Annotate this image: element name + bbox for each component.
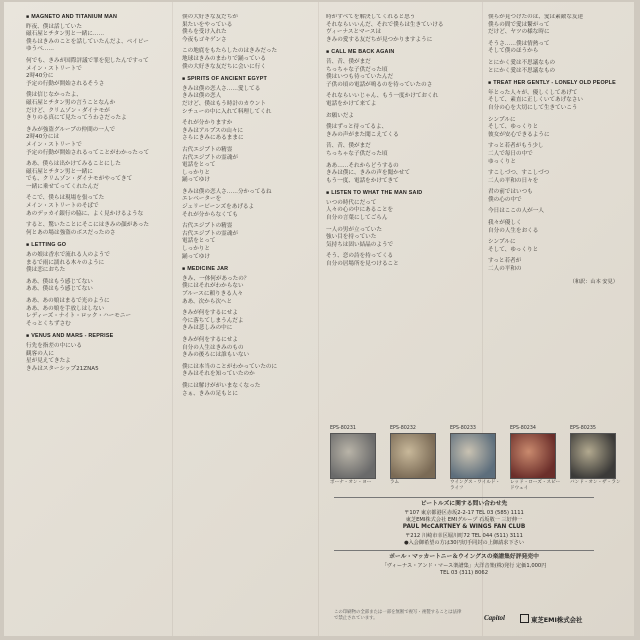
song-block [488,14,626,75]
lyric-line: 磁石屋とチタン男と一緒に…… [26,31,105,38]
lyric-line: 強い目を持っていた [326,234,377,241]
lyric-line: きみは僕の恋人 [182,93,222,100]
lyric-line: きみは僕の恋人さ……分かってるね [182,188,272,195]
lyric-line: きみの声がまた聞こえてくる [326,131,399,138]
lyric-line: ああ、次から次へと [182,298,233,305]
lyric-line: 僕の大好きな友だちが [182,14,238,20]
lyric-line: ああ、僕はもう感じてない [26,286,93,293]
lyric-line: ああ、僕らは出かけてみることにした [26,161,121,168]
lyric-line: それが分からなくても [182,211,238,218]
lyric-line: 僕らの間で愛は繋がって [488,21,550,28]
lyric-line: 僕らが見つけたのは、愛は素敵な友達 [488,14,584,20]
lyric-line: 自分の心を大切にして生きていこう [488,104,578,111]
lyric-line: 僕は恋におちた [26,267,66,274]
lyric-line: 自分の人生はきみのもの [182,344,244,351]
album-cover-item [510,426,562,491]
translation-credit: （和訳：山本 安見） [569,278,618,285]
lyric-line: そう、恋の詩を持ってくる [326,253,394,260]
album-cover-image [330,433,376,479]
lyric-line: すこしづつ、すこしづつ [488,170,550,177]
lyric-line: メイン・ストリートで [26,65,82,72]
lyric-line: とにかく愛は不思議なもの [488,67,556,74]
lyric-line: 昔、昔、僕がまだ [326,58,371,65]
toshiba-emi-logo [520,614,582,624]
lyric-line: それならいいんだ、それで僕らは生きていける [326,21,444,28]
lyric-line: すっと若者がもう少し [488,143,544,150]
lyric-line: あの娘は香水で流れる人のようで [26,252,110,259]
lyric-line: 僕の大好きな友だちに会いに行く [182,63,266,70]
lyric-line: すると、驚いたことにそこにはきみの顔があった [26,222,150,229]
lyric-line: それならいいじゃん、もう一度かけておくれ [326,93,439,100]
catalog-number: EPS-80235 [570,426,596,431]
lyric-line: 君の前ではいつも [488,189,533,196]
album-title: ボーナ・オン・ヨー [330,480,372,485]
lyric-line: だけど、僕はもう時計のカウント [182,100,266,107]
catalog-number: EPS-80234 [510,426,536,431]
lyric-line: 僕にはそれがわからない [182,283,244,290]
lyric-line: ゆうべ…… [26,46,54,53]
song-title: ■ MEDICINE JAR [182,266,310,274]
lyric-line: 人々の心の中にあることを [326,207,394,214]
lyric-line: この地底をもたらしたのはきみだった [182,48,278,55]
lyric-line: そして僕のほうから [488,48,539,55]
lyric-line: さらにきみにあるままに [182,135,244,142]
lyric-line: 踊ってゆけ [182,253,210,260]
lyric-line: 星が見えてきたよ [26,358,71,365]
song-block [26,14,161,237]
lyric-line: 地球はきみのまわりで踊っている [182,55,266,62]
lyric-line: 今に落ちてしまうんだよ [182,317,244,324]
lyric-line: 磁石屋とチタン男の言うことなんか [26,99,116,106]
footer [334,610,624,628]
catalog-number: EPS-80232 [390,426,416,431]
lyric-line: お願いだよ [326,112,354,119]
lyric-line: とにかく愛は不思議なもの [488,59,556,66]
lyric-line: 古代エジプトの精霊 [182,146,233,153]
lyric-line: そして、ゆっくりと [488,246,539,253]
lyric-line: 電話をとって [182,162,216,169]
lyric-line: きみが何をするにせよ [182,310,238,317]
promo-heading: ポール・マッカートニー＆ウイングスの楽譜集好評発売中 [389,554,539,560]
lyric-line: きみはそれを知っていたのか [182,371,255,378]
lyric-line: 果たいをやっている [182,21,233,28]
lyric-line: 二人の平和の [488,266,522,273]
lyrics-column-3 [326,14,476,411]
lyric-line: ヴィーナスとマースは [326,29,382,36]
lyric-line: さぁ、きみの足もとに [182,390,238,397]
lyric-line: ちっちゃな子供だった頃 [326,150,388,157]
lyric-line: 自分の言葉にしてごらん [326,215,388,222]
song-block [182,76,310,261]
lyric-line: レディーズ・ナイト・ロック・ハーモニー [26,313,132,320]
lyric-line: 何とあの場は強盗のボスだったのさ [26,229,116,236]
lyric-line: 時がすべてを解決してくれると思う [326,14,416,20]
lyric-line: ああ……それからどうするの [326,162,399,169]
lyric-line: きみは僕に、きみの声を聞かせて [326,170,410,177]
lyric-line: 彼女が安心できるように [488,131,550,138]
lyric-line: そして、ゆっくりと [488,124,539,131]
lyric-line: 僕は信じなかったよ、 [26,92,82,99]
contact-address: 〒107 東京都港区赤坂2-2-17 TEL 03 (585) 1111 [404,510,524,516]
promo-detail: 「ヴィーナス・アンド・マース楽譜集」大洋音楽(株)発行 定価1,000円 [381,563,547,569]
lyric-line: しっかりと [182,246,210,253]
lyric-line: 観客の人に [26,350,54,357]
lyric-line: そうさ……僕は情熱って [488,40,550,47]
song-title: ■ LETTING GO [26,242,161,250]
lyric-line: しっかりと [182,169,210,176]
lyric-line: そして、素直に正しくいてあげなさい [488,97,583,104]
copyright-note: この印刷物の全部または一部を無断で複写・複製することは法律で禁止されています。 [334,610,462,621]
album-catalog [330,426,630,491]
lyric-line: それが分かりますか [182,120,233,127]
contact-heading: ビートルズに関する問い合わせ先 [420,501,508,507]
lyric-line: いつの時代にだって [326,199,377,206]
lyric-line: 昨夜、僕は話していた [26,23,82,30]
lyric-line: エレベーターを [182,196,222,203]
lyric-line: きみの後ろには誰もいない [182,352,250,359]
lyric-line: メイン・ストリートで [26,141,82,148]
song-title: ■ VENUS AND MARS - REPRISE [26,333,161,341]
lyric-line: きみはスターシップ21ZNA5 [26,365,99,372]
song-block [182,14,310,71]
lyric-line: そっとくちずさむ [26,320,71,327]
album-title: ウイングス・ワイルド・ライフ [450,480,501,491]
album-title: レッド・ローズ・スピードウェイ [510,480,561,491]
album-cover-item [570,426,622,486]
song-title: ■ LISTEN TO WHAT THE MAN SAID [326,190,476,198]
album-cover-image [390,433,436,479]
lyric-line: 電話をかけて来てよ [326,100,377,107]
lyric-line: 一緒に乗せてってくれたんだ [26,183,99,190]
column-divider [172,2,173,636]
lyric-line: ゆっくりと [488,158,516,165]
column-divider [318,2,319,636]
promo-phone: TEL 03 (311) 8062 [439,570,489,576]
lyric-line: 踊ってゆけ [182,177,210,184]
lyric-line: すっと若者が [488,258,522,265]
divider [334,497,594,498]
song-block [182,266,310,398]
lyric-line: ああ、あの娘はまるで光のように [26,298,110,304]
album-cover-item [330,426,382,486]
lyric-line: きみは悲しみの中に [182,325,233,332]
lyric-line: もう一度、電話をかけてきて [326,177,399,184]
lyric-line: 年とった人々が、優しくしてあげて [488,89,578,96]
lyric-line: 行先を指差の中にいる [26,342,82,349]
lyric-line: きりのる真にて見たってうわさだったよ [26,115,127,122]
song-block [326,14,476,44]
lyric-line: 予定の行動が開始されるってことがわかったって [26,149,150,156]
lyric-line: 子供の頃の電話が鳴るのを待っていたのさ [326,81,433,88]
lyric-line: 古代エジプトの霊魂が [182,230,238,237]
lyric-line: 僕らはきみのことを話していたんだよ、ベイビー [26,38,149,45]
lyric-line: 我々が優しく [488,220,522,227]
divider [334,550,594,551]
emi-mark-icon [520,614,529,623]
lyric-line: シンプルに [488,239,516,246]
lyric-line: 何でも、きみが国際評議で罪を犯したんですって [26,57,149,64]
lyric-line: 自分の人生をおくる [488,227,539,234]
fan-club-name: PAUL McCARTNEY & WINGS FAN CLUB [402,524,526,530]
lyric-line: きみの愛する友だちが見つかりますように [326,36,433,43]
song-title: ■ SPIRITS OF ANCIENT EGYPT [182,76,310,84]
lyric-line: だけど、ヤツの様な時に [488,29,550,36]
lyrics-column-2 [182,14,310,628]
lyric-line: 僕には解けががいまなくなった [182,382,261,389]
song-block [488,80,626,273]
lyric-line: あのデッカイ銀行の脇に、よく見かけるような [26,210,144,217]
album-cover-image [570,433,616,479]
album-cover-item [450,426,502,491]
lyric-line: 予定の行動が開始されるそうさ [26,80,105,87]
lyric-line: 今夜もゴキゲンさ [182,36,227,43]
catalog-number: EPS-80233 [450,426,476,431]
lyric-line: ちっちゃな子供だった頃 [326,66,388,73]
lyric-line: きみはアルプスの山々に [182,127,244,134]
song-title: ■ CALL ME BACK AGAIN [326,49,476,57]
lyric-line: 気持ちは固い結晶のようで [326,241,394,248]
lyric-line: 2時40分に [26,73,54,80]
lyric-line: 僕はずっと待ってるよ、 [326,124,388,131]
lyric-line: 古代エジプトの霊魂が [182,154,238,161]
lyric-line: 僕には本当のことがわかっていたのに [182,363,278,370]
song-block [326,190,476,268]
company-name: 東芝EMI株式会社 [531,616,583,624]
capitol-logo: Capitol [484,614,506,622]
lyric-line: きみ、一体何があったの？ [182,275,250,282]
lyric-sheet [4,2,634,636]
lyric-line: ああ、あの娘を手放しはしない [26,305,105,312]
fan-club-address: 〒212 川崎市幸区堀川町72 TEL 044 (511) 3111 [405,533,523,539]
catalog-number: EPS-80231 [330,426,356,431]
album-title: バンド・オン・ザ・ラン [570,480,621,485]
lyric-line: 昔、昔、僕がまだ [326,143,371,150]
lyric-line: そこで、僕らは現場を張ってた [26,195,105,202]
lyric-line: 二人で毎日の中で [488,150,533,157]
lyric-line: 僕の心の中で [488,196,522,203]
contact-company: 東芝EMI株式会社 EMIグループ 石坂敬一 三好伸一 [405,517,523,523]
song-title: ■ TREAT HER GENTLY - LONELY OLD PEOPLE [488,80,626,88]
album-cover-image [450,433,496,479]
lyric-line: 電話をとって [182,238,216,245]
lyric-line: ブルースに頼りきる人々 [182,291,244,297]
lyric-line: まるで雨に濡れる木々のように [26,259,105,266]
lyrics-column-1 [26,14,161,628]
lyric-line: だけど、クリムゾン・ダイナモが [26,107,110,114]
lyric-line: 2時40分には [26,134,60,141]
lyric-line: シンプルに [488,116,516,123]
lyric-line: 古代エジプトの精霊 [182,223,233,230]
album-cover-item [390,426,442,486]
lyric-line: ああ、僕はもう感じてない [26,278,93,285]
fan-club-note: ●入会御希望の方は30円切手同封の上御請求下さい [403,540,525,546]
song-title: ■ MAGNETO AND TITANIUM MAN [26,14,161,22]
lyric-line: ジェリービーンズをあげるよ [182,204,255,211]
lyric-line: 今日はここの人が一人 [488,208,544,215]
song-block [326,49,476,185]
song-block [26,333,161,373]
lyric-line: 磁石屋とチタン男と一緒に [26,168,93,175]
contact-info [334,494,594,577]
album-cover-image [510,433,556,479]
song-block [26,242,161,328]
lyric-line: メイン・ストリートのそばで [26,203,99,210]
lyric-line: 二人の平和の日々を [488,177,539,184]
lyric-line: 僕はいつも待っていたんだ [326,74,394,81]
lyric-line: きみが何をするにせよ [182,336,238,343]
lyric-line: きみは僕の恋人さ……愛してる [182,85,261,92]
lyric-line: きみが強盗グループの仲間の一人で [26,126,116,133]
lyric-line: 一人の男が立っていた [326,226,382,233]
album-title: ラム [390,480,400,485]
lyric-line: 自分の居場所を見つけること [326,261,399,268]
lyric-line: でも、クリムゾン・ダイナモがやってきて [26,176,133,183]
lyric-line: 僕らを受け入れた [182,29,227,36]
lyrics-column-4 [488,14,626,411]
lyric-line: シチューの中に入れて料理してくれ [182,108,272,115]
